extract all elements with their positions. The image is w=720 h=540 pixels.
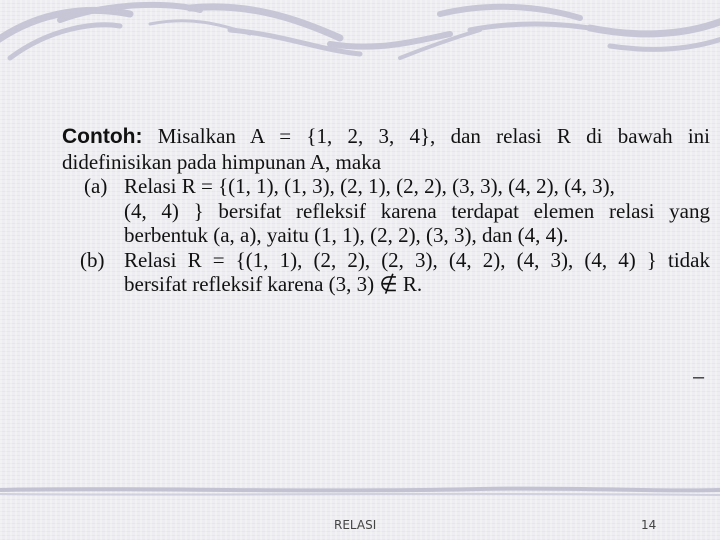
item-b-marker: (b) [80, 247, 105, 272]
item-b-line-1: Relasi R = {(1, 1), (2, 2), (2, 3), (4, 2), (4, 3), (4, 4) } tidak [124, 247, 710, 272]
item-a-line-1: Relasi R = {(1, 1), (1, 3), (2, 1), (2, 2), (3, 3), (4, 2), (4, 3), [124, 174, 615, 198]
example-item-b [80, 248, 710, 297]
heading-label: Contoh: [62, 125, 143, 148]
item-a-marker: (a) [84, 174, 108, 198]
intro-text-1: Misalkan A = {1, 2, 3, 4}, dan relasi R di bawah ini [157, 124, 710, 148]
item-a-line-2: (4, 4) } bersifat refleksif karena terdapat elemen relasi yang [124, 198, 710, 223]
footer-title: RELASI [334, 518, 377, 532]
intro-line-1 [62, 124, 710, 150]
intro-line-2 [62, 150, 710, 175]
stray-dash: – [693, 366, 705, 388]
intro-text-2: didefinisikan pada himpunan A, maka [62, 149, 382, 174]
decorative-bottom-rule [0, 484, 720, 498]
decorative-swoosh-header [0, 0, 720, 70]
item-b-line-2: bersifat refleksif karena (3, 3) ∉ R. [124, 272, 423, 296]
item-a-line-3: berbentuk (a, a), yaitu (1, 1), (2, 2), (3, 3), dan (4, 4). [124, 223, 569, 247]
slide-content [62, 124, 710, 297]
footer-page-number: 14 [641, 518, 657, 532]
example-item-a [84, 174, 710, 199]
